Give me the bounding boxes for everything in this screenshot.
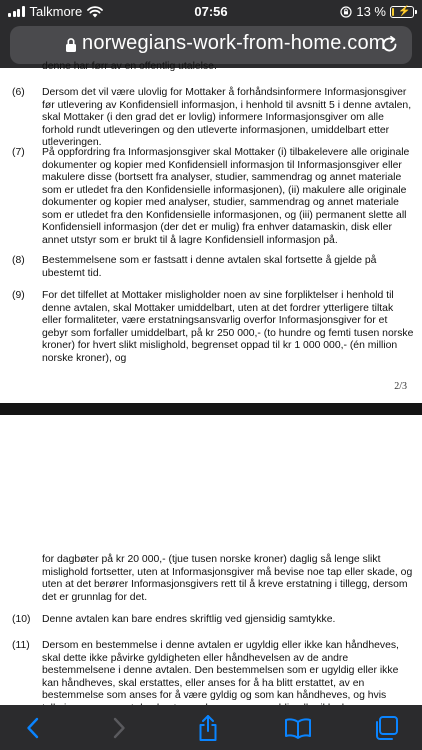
orientation-lock-icon	[340, 6, 352, 18]
clause-text: Bestemmelsene som er fastsatt i denne avtalen skal fortsette å gjelde på ubestemt tid.	[42, 255, 377, 279]
page-number: 2/3	[394, 381, 407, 392]
battery-level	[392, 8, 394, 16]
back-button[interactable]	[16, 711, 50, 745]
charging-bolt-icon: ⚡	[398, 5, 411, 17]
clause-text: På oppfordring fra Informasjonsgiver skal Mottaker (i) tilbakelevere alle originale dokumenter og kopier med Konfidensiell informasjon til Informasjonsgiver eller makulere disse (bortsett fra analyser, studier, sammendrag og annet materiale som er utledet fra den Konfidensielle informasjonen), (ii) makulere alle originale dokumenter og kopier med analyser, studier, sammendrag og annet materiale som er utledet fra den Konfidensielle informasjonen, og (iii) permanent slette all Konfidensiell informasjon (der det er mulig) fra enhver datamaskin, disk eller annet utstyr som er brukt til å lagre Konfidensiell informasjon på.	[42, 147, 410, 246]
clause-text: for dagbøter på kr 20 000,- (tjue tusen norske kroner) daglig så lenge slikt mislighold fortsetter, uten at Informasjonsgiver må bevise noe tap eller skade, og uten at det berører Informasjonsgivers rett til å kreve erstatning i tillegg, dersom det er grunnlag for det.	[42, 554, 413, 603]
clause-number: (10)	[12, 614, 31, 625]
clause-text: Dersom en bestemmelse i denne avtalen er ugyldig eller ikke kan håndheves, skal dette ikke påvirke gyldigheten eller håndhevelsen av de andre bestemmelsene i denne avtalen. Den bestemmelsen som er ugyldig eller ikke kan håndheves, skal erstattes, eller anses for å ha blitt erstattet, av en bestemmelse som anses for å være gyldig og som kan håndheves, og hvis	[42, 640, 399, 701]
page-separator	[0, 403, 422, 415]
status-bar	[0, 0, 422, 22]
back-icon	[26, 717, 40, 739]
tabs-icon	[373, 715, 399, 741]
share-button[interactable]	[191, 711, 225, 745]
reload-icon[interactable]	[380, 35, 400, 55]
status-time: 07:56	[194, 4, 228, 19]
tabs-button[interactable]	[369, 711, 403, 745]
clause-number: (9)	[12, 290, 25, 301]
forward-icon	[112, 717, 126, 739]
url-text: norwegians-work-from-home.com	[82, 32, 386, 54]
browser-toolbar	[0, 705, 422, 750]
clause-number: (6)	[12, 87, 25, 98]
share-icon	[197, 714, 219, 742]
clause-number: (7)	[12, 147, 25, 158]
clause-text: For det tilfellet at Mottaker misligholder noen av sine forpliktelser i henhold til denne avtalen, skal Mottaker umiddelbart, uten at det fordrer ytterligere tiltak eller formaliteter, være erstatningsansvarlig overfor Informasjonsgiver for et gebyr som forfaller umiddelbart, på kr 250 000,- (to hundre og femti tusen norske kroner) for hvert slikt mislighold, begrenset oppad til kr 1 000 000,- (én million norske kroner), og	[42, 290, 414, 364]
clause-text: Denne avtalen kan bare endres skriftlig ved gjensidig samtykke.	[42, 614, 336, 625]
bookmarks-icon	[284, 717, 312, 739]
forward-button[interactable]	[102, 711, 136, 745]
clause-number: (11)	[12, 640, 30, 651]
lock-icon	[65, 37, 77, 53]
battery-percentage: 13 %	[356, 4, 386, 19]
clause-number: (8)	[12, 255, 25, 266]
address-bar[interactable]	[10, 26, 412, 64]
status-right	[340, 4, 414, 19]
bookmarks-button[interactable]	[281, 711, 315, 745]
battery-icon	[390, 6, 414, 18]
document-page-3	[0, 415, 422, 705]
document-viewport[interactable]	[0, 61, 422, 705]
clipped-text-line: denne har førr av en offentlig utalelse.	[42, 61, 217, 72]
browser-top-bar	[0, 0, 422, 68]
clause-text: Dersom det vil være ulovlig for Mottaker å forhåndsinformere Informasjonsgiver før utlevering av Konfidensiell informasjon, i henhold til avsnitt 5 i denne avtalen, skal Mottaker (i den grad det er lovlig) informere Informasjonsgiver om alle forhold rundt utleveringen og den utleverte informasjonen, umiddelbart etter utleveringen.	[42, 87, 412, 148]
carrier-name: Talkmore	[29, 4, 83, 19]
